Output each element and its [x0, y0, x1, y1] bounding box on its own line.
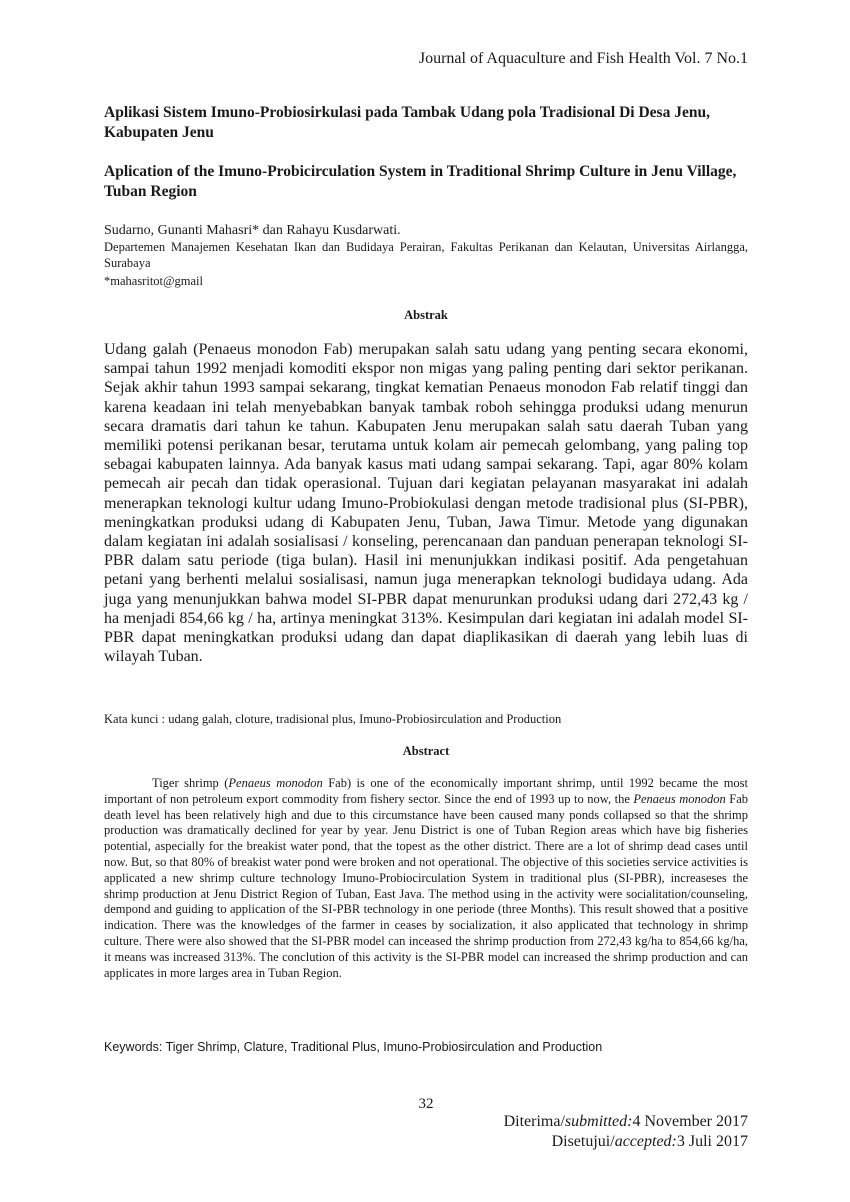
- abstract-text-part: Fab death level has been relatively high and due to this circumstance have been caused many ponds collapsed so that the shrimp production was dramatically declined for year by year. Jenu District is one of Tuban Region areas which have big fisheries potential, aspecially for the breakist water pond, that the topest as the other district. There are a lot of shrimp dead cases until now. But, so that 80% of breakist water pond were broken and not operational. The objective of this societies service activities is applicated a new shrimp culture technology Imuno-Probiocirculation System in traditional plus (SI-PBR), increaseses the shrimp production at Jenu District Region of Tuban, East Java. The method using in the activity were socialitation/counseling, dempond and guiding to application of the SI-PBR technology in one periode (three Months). This result showed that a positive indication. There was the knowledges of the farmer in ceases by socialization, it also applicated that technology in shrimp culture. There were also showed that the SI-PBR model can inceased the shrimp production from 272,43 kg/ha to 854,66 kg/ha, it means was increased 313%. The conclution of this activity is the SI-PBR model can increased the shrimp production and can applicates in more larges area in Tuban Region.: [104, 791, 748, 980]
- kata-kunci: Kata kunci : udang galah, cloture, tradisional plus, Imuno-Probiosirculation and Production: [104, 712, 562, 726]
- submitted-label: Diterima/: [503, 1113, 565, 1130]
- title-english: Aplication of the Imuno-Probicirculation System in Traditional Shrimp Culture in Jenu Village, Tuban Region: [104, 163, 737, 200]
- accepted-date: [504, 1132, 748, 1152]
- abstract-text: [104, 776, 748, 981]
- keywords: Keywords: Tiger Shrimp, Clature, Traditional Plus, Imuno-Probiosirculation and Production: [104, 1040, 603, 1054]
- submission-dates: [504, 1112, 748, 1152]
- species-name-italic: Penaeus monodon: [633, 791, 726, 806]
- submitted-value: 4 November 2017: [632, 1113, 748, 1130]
- author-email: *mahasritot@gmail: [104, 274, 203, 288]
- accepted-label-en: accepted:: [614, 1133, 677, 1150]
- abstract-text-part: Tiger shrimp (: [152, 776, 229, 790]
- accepted-value: 3 Juli 2017: [676, 1133, 748, 1150]
- running-head: Journal of Aquaculture and Fish Health Vol. 7 No.1: [418, 50, 748, 67]
- abstract-text-part: Fab) is one of the economically important shrimp, until 1992 became the most important of non petroleum export commodity from fishery sector. Since the end of 1993 up to now, the: [104, 776, 749, 806]
- submitted-date: [504, 1112, 748, 1132]
- page-number: 32: [418, 1096, 434, 1112]
- authors: Sudarno, Gunanti Mahasri* dan Rahayu Kusdarwati.: [104, 223, 401, 238]
- abstrak-heading: Abstrak: [404, 308, 448, 322]
- title-indonesian: Aplikasi Sistem Imuno-Probiosirkulasi pada Tambak Udang pola Tradisional Di Desa Jenu, Kabupaten Jenu: [104, 104, 710, 141]
- submitted-label-en: submitted:: [564, 1113, 633, 1130]
- accepted-label: Disetujui/: [551, 1133, 615, 1150]
- abstract-heading: Abstract: [402, 744, 450, 758]
- species-name-italic: Penaeus monodon: [228, 776, 323, 790]
- affiliation: Departemen Manajemen Kesehatan Ikan dan Budidaya Perairan, Fakultas Perikanan dan Kelautan, Universitas Airlangga, Surabaya: [104, 240, 748, 270]
- abstrak-text: Udang galah (Penaeus monodon Fab) merupakan salah satu udang yang penting secara ekonomi, sampai tahun 1992 menjadi komoditi ekspor non migas yang paling penting dari sektor perikanan. Sejak akhir tahun 1993 sampai sekarang, tingkat kematian Penaeus monodon Fab relatif tinggi dan karena keadaan ini telah menyebabkan banyak tambak roboh sehingga produksi udang menurun secara dramatis dari tahun ke tahun. Kabupaten Jenu merupakan salah satu daerah Tuban yang memiliki potensi perikanan besar, terutama untuk kolam air pemecah gelombang, yang paling top sebagai kabupaten lainnya. Ada banyak kasus mati udang sampai sekarang. Tapi, agar 80% kolam pemecah air pecah dan tidak operasional. Tujuan dari kegiatan pelayanan masyarakat ini adalah menerapkan teknologi kultur udang Imuno-Probiokulasi dengan metode tradisional plus (SI-PBR), meningkatkan produksi udang di Kabupaten Jenu, Tuban, Jawa Timur. Metode yang digunakan dalam kegiatan ini adalah sosialisasi / konseling, perencanaan dan panduan penerapan teknologi SI-PBR dalam satu periode (tiga bulan). Hasil ini menunjukkan indikasi positif. Ada pengetahuan petani yang berhenti melalui sosialisasi, namun juga menerapkan teknologi budidaya udang. Ada juga yang menunjukkan bahwa model SI-PBR dapat menurunkan produksi udang dari 272,43 kg / ha menjadi 854,66 kg / ha, artinya meningkat 313%. Kesimpulan dari kegiatan ini adalah model SI-PBR dapat meningkatkan produksi udang dan dapat diaplikasikan di daerah yang lebih luas di wilayah Tuban.: [104, 341, 748, 666]
